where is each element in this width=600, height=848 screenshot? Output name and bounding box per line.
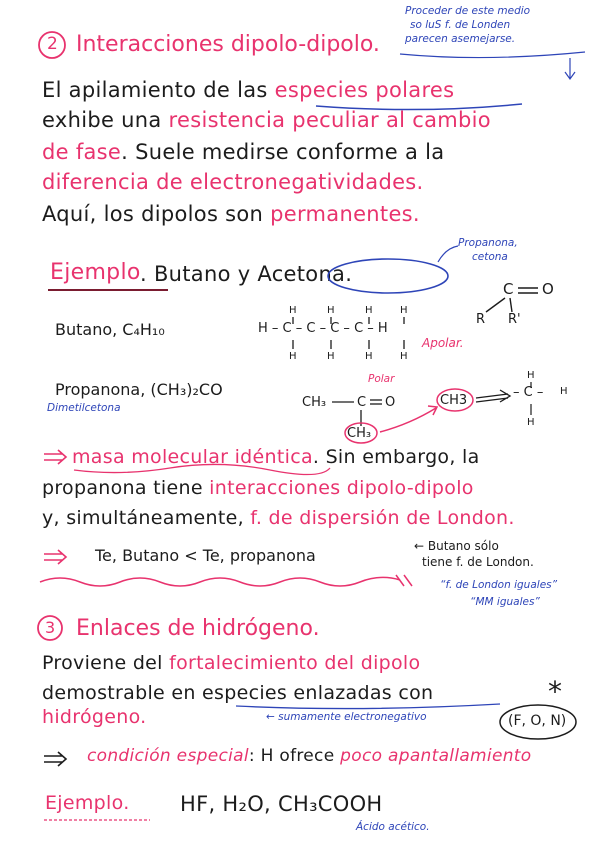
butane-structure-row: H – C – C – C – C – H — [258, 321, 388, 336]
para1-line-1: El apilamiento de las especies polares — [42, 78, 455, 102]
implies-arrow-2 — [44, 550, 66, 564]
butane-h-bottom-4: H — [400, 351, 408, 362]
propanone-carbon: C — [357, 395, 367, 410]
mm-equal-note: “MM iguales” — [470, 596, 540, 608]
acetic-acid-note: Ácido acético. — [356, 821, 430, 833]
section-2-title: Interacciones dipolo-dipolo. — [76, 32, 380, 57]
asterisk-mark: * — [548, 675, 562, 708]
butane-h-top-2: H — [327, 305, 335, 316]
butane-h-top-1: H — [289, 305, 297, 316]
london-only-note: tiene f. de London. — [422, 555, 534, 569]
para2-line-2: propanona tiene interacciones dipolo-dipolo — [42, 477, 474, 499]
bonded-species-underlined: especies enlazadas con — [202, 682, 434, 704]
butane-label: Butano, C₄H₁₀ — [55, 320, 165, 339]
margin-note-line-3: parecen asemejarse. — [405, 33, 516, 45]
butane-h-bottom-1: H — [289, 351, 297, 362]
dimethylketone-note: Dimetilcetona — [47, 402, 121, 414]
para1-line-3: de fase. Suele medirse conforme a la — [42, 140, 445, 164]
boiling-point-comparison: Te, Butano < Te, propanona — [95, 546, 316, 565]
propanone-oxygen: O — [385, 395, 396, 410]
methyl-h-top: H — [527, 370, 535, 381]
methyl-h-right: H — [560, 386, 568, 397]
para1-line-2: exhibe una resistencia peculiar al cambio — [42, 108, 491, 132]
ketone-r: R — [476, 312, 486, 327]
propanone-note-line-1: Propanona, — [458, 237, 518, 249]
margin-note-line-2: so luS f. de Londen — [410, 19, 511, 31]
ketone-oxygen: O — [542, 280, 554, 298]
para2-line-3: y, simultáneamente, f. de dispersión de London. — [42, 507, 515, 529]
ketone-carbon: C — [503, 280, 514, 298]
butane-only-note: ← Butano sólo — [414, 539, 499, 553]
separator-end-mark — [396, 575, 412, 586]
fon-atoms: (F, O, N) — [508, 713, 567, 729]
margin-note-line-1: Proceder de este medio — [405, 5, 531, 17]
butane-h-top-4: H — [400, 305, 408, 316]
propanone-label: Propanona, (CH₃)₂CO — [55, 380, 223, 399]
example-2-compounds: HF, H₂O, CH₃COOH — [180, 792, 383, 816]
example-1-label: Ejemplo — [50, 260, 141, 285]
london-equal-note: “f. de London iguales” — [440, 579, 558, 591]
top-note-arrow — [565, 58, 575, 79]
para3-line-3: hidrógeno. — [42, 706, 147, 728]
electronegative-note: ← sumamente electronegativo — [266, 711, 427, 723]
para1-line-5: Aquí, los dipolos son permanentes. — [42, 202, 420, 226]
polar-note: Polar — [368, 373, 395, 385]
propanone-ch3-left: CH₃ — [302, 395, 327, 410]
butane-h-bottom-2: H — [327, 351, 335, 362]
wavy-separator — [40, 577, 400, 586]
polar-species-text: especies polares — [274, 78, 455, 102]
butane-h-bottom-3: H — [365, 351, 373, 362]
section-2-number: 2 — [47, 34, 58, 54]
para2-line-1: masa molecular idéntica. Sin embargo, la — [72, 446, 480, 468]
propanone-note-line-2: cetona — [472, 251, 508, 263]
butane-h-top-3: H — [365, 305, 373, 316]
para3-line-1: Proviene del fortalecimiento del dipolo — [42, 652, 421, 674]
apolar-label: Apolar. — [422, 336, 464, 350]
example-1-text: . Butano y Acetona. — [140, 262, 353, 286]
methyl-carbon: – C – — [513, 385, 544, 400]
section-3-number: 3 — [45, 618, 56, 637]
section-3-title: Enlaces de hidrógeno. — [76, 616, 320, 641]
propanone-ch3-bottom: CH₃ — [347, 426, 372, 441]
example-2-label: Ejemplo. — [45, 792, 130, 814]
para3-line-2: demostrable en especies enlazadas con — [42, 682, 434, 704]
top-note-bracket — [400, 52, 585, 58]
methyl-h-bottom: H — [527, 417, 535, 428]
ch3-equivalence-arrow — [476, 390, 510, 402]
special-condition-line: condición especial: H ofrece poco apantallamiento — [87, 746, 532, 766]
para1-line-4: diferencia de electronegatividades. — [42, 170, 424, 194]
acetone-circled: Acetona — [257, 262, 346, 286]
bonded-species-underline — [236, 704, 500, 709]
ch3-circled: CH3 — [440, 393, 468, 408]
acetone-note-link — [438, 246, 458, 262]
ketone-r-prime: R' — [508, 312, 521, 327]
